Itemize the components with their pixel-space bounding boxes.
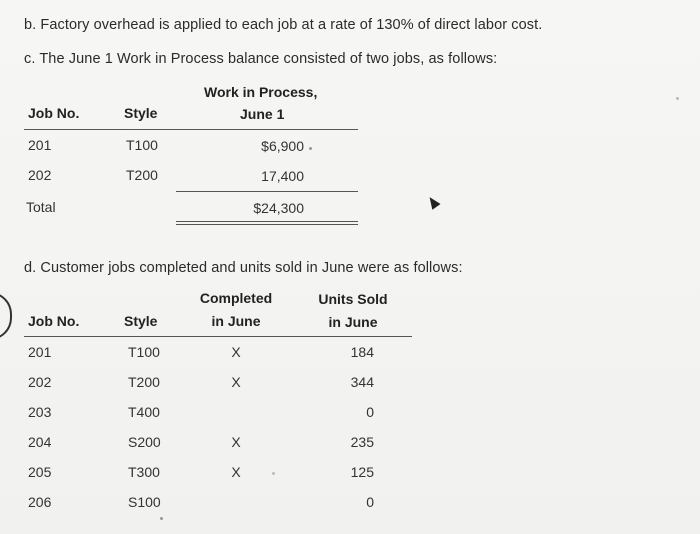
wip-row-job: 202 <box>28 167 52 183</box>
paragraph-b: b. Factory overhead is applied to each job at a rate of 130% of direct labor cost. <box>24 17 543 33</box>
jobs-row-completed: X <box>231 344 241 360</box>
jobs-row-style: S200 <box>128 434 161 450</box>
speck-dot <box>676 97 679 100</box>
wip-header-job-no: Job No. <box>28 105 80 121</box>
jobs-row-job: 206 <box>28 494 52 510</box>
mouse-pointer-icon <box>425 194 440 210</box>
wip-total-double-rule <box>176 221 358 225</box>
wip-row-style: T100 <box>126 137 158 153</box>
wip-row-amount: $6,900 <box>261 138 304 154</box>
paragraph-d: d. Customer jobs completed and units sold in June were as follows: <box>24 260 463 276</box>
wip-row-job: 201 <box>28 137 52 153</box>
speck-dot <box>160 517 163 520</box>
jobs-header-units-line2: in June <box>328 314 378 330</box>
jobs-row-style: T400 <box>128 404 160 420</box>
jobs-row-job: 205 <box>28 464 52 480</box>
wip-header-line2: June 1 <box>240 106 285 122</box>
jobs-row-style: S100 <box>128 494 161 510</box>
jobs-row-style: T300 <box>128 464 160 480</box>
jobs-row-job: 203 <box>28 404 52 420</box>
wip-header-rule <box>24 129 358 130</box>
jobs-row-units: 344 <box>350 374 374 390</box>
jobs-header-completed-line2: in June <box>211 313 261 329</box>
jobs-header-completed-line1: Completed <box>199 290 273 306</box>
wip-row-amount: 17,400 <box>261 168 304 184</box>
wip-total-label: Total <box>26 199 56 215</box>
jobs-row-units: 184 <box>350 344 374 360</box>
wip-header-line1: Work in Process, <box>204 84 318 100</box>
wip-subtotal-rule <box>176 191 358 192</box>
jobs-row-style: T100 <box>128 344 160 360</box>
jobs-row-job: 204 <box>28 434 52 450</box>
jobs-header-units-line1: Units Sold <box>318 291 388 307</box>
paragraph-c: c. The June 1 Work in Process balance consisted of two jobs, as follows: <box>24 51 498 67</box>
jobs-row-completed: X <box>231 464 241 480</box>
jobs-row-units: 235 <box>350 434 374 450</box>
jobs-row-completed: X <box>231 434 241 450</box>
jobs-header-job-no: Job No. <box>28 313 80 329</box>
jobs-header-style: Style <box>124 313 158 329</box>
jobs-row-completed: X <box>231 374 241 390</box>
wip-row-style: T200 <box>126 167 158 183</box>
jobs-row-units: 0 <box>366 404 374 420</box>
left-bracket-icon <box>0 292 12 340</box>
jobs-row-style: T200 <box>128 374 160 390</box>
jobs-row-job: 202 <box>28 374 52 390</box>
jobs-header-rule <box>24 336 412 337</box>
speck-dot <box>272 472 275 475</box>
wip-total-amount: $24,300 <box>253 200 304 216</box>
speck-dot <box>309 147 312 150</box>
jobs-row-units: 125 <box>350 464 374 480</box>
jobs-row-units: 0 <box>366 494 374 510</box>
wip-header-style: Style <box>124 105 158 121</box>
jobs-row-job: 201 <box>28 344 52 360</box>
